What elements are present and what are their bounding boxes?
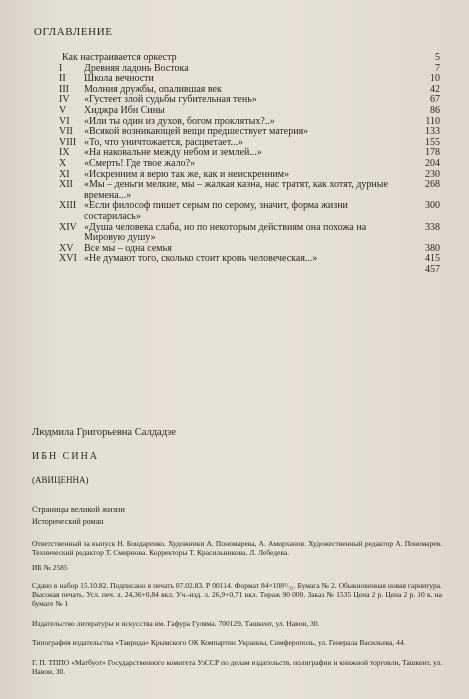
toc-row	[59, 253, 440, 265]
toc-page-number: 268	[425, 179, 440, 191]
responsible: Ответственный за выпуск Н. Бондаренко. Художники А. Пономарева, А. Амирханов. Художественный редактор А. Пономарев. Технический редактор Т. Смирнова. Корректоры Т. Красильникова, Л. Лебедева.	[32, 539, 442, 558]
toc-page-number: 110	[425, 115, 440, 127]
toc-page-number: 133	[425, 126, 440, 138]
series: Страницы великой жизни	[32, 504, 125, 514]
toc-chapter-title: «Густеет злой судьбы губительная тень»	[84, 94, 257, 106]
print-info: Сдано в набор 15.10.82. Подписано в печать 07.02.83. Р 00114. Формат 84×108¹/₃₂. Бумага № 2. Обыкновенная новая гарнитура. Высокая печать. Усл. печ. л. 24,36+0,84 вкл. Уч.-изд. л. 26,9+0,71 вкл. Тираж 90 000. Заказ № 1535 Цена 2 р. Цена 2 р. 10 к. на бумаге № 1	[32, 580, 442, 609]
typography: Типография издательства «Таврида» Крымского ОК Компартии Украины, Симферополь, ул. Генерала Васильева, 44.	[32, 638, 406, 648]
toc-page-number: 415	[425, 253, 440, 265]
toc-page-number: 338	[425, 221, 440, 233]
toc-row	[59, 200, 440, 222]
toc-chapter-title: «Или ты один из духов, богом проклятых?..»	[84, 115, 275, 127]
ib-number: ИБ № 2585	[32, 563, 68, 573]
toc-row	[62, 52, 440, 64]
toc-row	[59, 157, 440, 170]
book-subtitle: (АВИЦЕННА)	[32, 475, 89, 485]
toc-page-number: 42	[430, 83, 440, 95]
toc-chapter-number: XII	[59, 179, 73, 191]
toc-heading: ОГЛАВЛЕНИЕ	[34, 26, 113, 38]
toc-page-number: 178	[425, 147, 440, 159]
toc-chapter-title: «Душа человека слаба, но по некоторым действиям она похожа на Мировую душу»	[84, 221, 367, 244]
tppo: Г. П. ТППО «Матбуот» Государственного комитета УзССР по делам издательств, полиграфии и книжной торговли, Ташкент, ул. Навои, 30.	[32, 657, 442, 676]
toc-chapter-title: «Мы – деньги мелкие, мы – жалкая казна, нас тратят, как хотят, дурные времена...»	[84, 179, 388, 201]
toc-page-number: 86	[430, 104, 440, 116]
toc-chapter-number: X	[59, 157, 67, 169]
toc-chapter-number: XV	[59, 242, 74, 254]
toc-chapter-number: XVI	[59, 253, 77, 265]
toc-chapter-title: «Если философ пишет серым по серому, значит, форма жизни состарилась»	[84, 200, 348, 222]
imprint	[32, 428, 442, 676]
toc-chapter-number: II	[59, 73, 66, 85]
toc-chapter-number: XIV	[59, 221, 77, 233]
toc-page-number: 300	[425, 200, 440, 212]
toc-page-number: 204	[425, 157, 440, 169]
toc-page-number: 155	[425, 136, 440, 148]
toc-chapter-title: Молния дружбы, опалившая век	[84, 83, 222, 95]
toc-chapter-number: XI	[59, 168, 70, 180]
toc-page-number: 10	[430, 73, 440, 85]
toc-chapter-title: Как настраивается оркестр	[62, 52, 177, 63]
toc-page-number: 457	[425, 263, 440, 275]
book-title: ИБН СИНА	[32, 451, 100, 462]
toc-chapter-title: Хиджра Ибн Сины	[84, 104, 165, 116]
toc-chapter-title: «Смерть! Где твое жало?»	[84, 157, 196, 169]
toc-chapter-title: «Не думают того, сколько стоит кровь человеческая...»	[84, 253, 318, 265]
toc-page-number: 7	[435, 62, 440, 74]
toc-chapter-title: «Всякой возникающей вещи предшествует материя»	[84, 126, 309, 138]
toc-chapter-title: «То, что уничтожается, расцветает...»	[84, 136, 243, 148]
toc-chapter-number: IX	[59, 147, 70, 159]
toc-chapter-number: IV	[59, 94, 70, 106]
toc-chapter-number: XIII	[59, 200, 77, 212]
toc-page-number: 380	[425, 242, 440, 254]
toc-chapter-title: Древняя ладонь Востока	[84, 62, 189, 74]
toc-page-number: 230	[425, 168, 440, 180]
toc-chapter-number: III	[59, 83, 69, 95]
toc-chapter-number: I	[59, 62, 63, 74]
toc-row	[59, 179, 440, 201]
toc-row	[59, 104, 440, 117]
toc-chapter-title: «На наковальне между небом и землей...»	[84, 147, 262, 159]
author: Людмила Григорьевна Салдадзе	[32, 427, 176, 438]
toc-chapter-number: VI	[59, 115, 70, 127]
toc-chapter-title: Школа вечности	[84, 73, 154, 85]
table-of-contents	[59, 52, 440, 275]
toc-chapter-title: Все мы – одна семья	[84, 242, 172, 254]
publisher: Издательство литературы и искусства им. Гафура Гуляма. 700129, Ташкент, ул. Навои, 30.	[32, 619, 320, 629]
toc-chapter-number: VII	[59, 126, 73, 138]
toc-page-number: 5	[435, 52, 440, 63]
toc-page-number: 67	[430, 94, 440, 106]
toc-chapter-title: «Искренним я верю так же, как и неискренним»	[84, 168, 290, 180]
toc-chapter-number: V	[59, 104, 67, 116]
toc-row	[59, 221, 440, 244]
toc-chapter-number: VIII	[59, 136, 77, 148]
genre: Исторический роман	[32, 517, 104, 526]
